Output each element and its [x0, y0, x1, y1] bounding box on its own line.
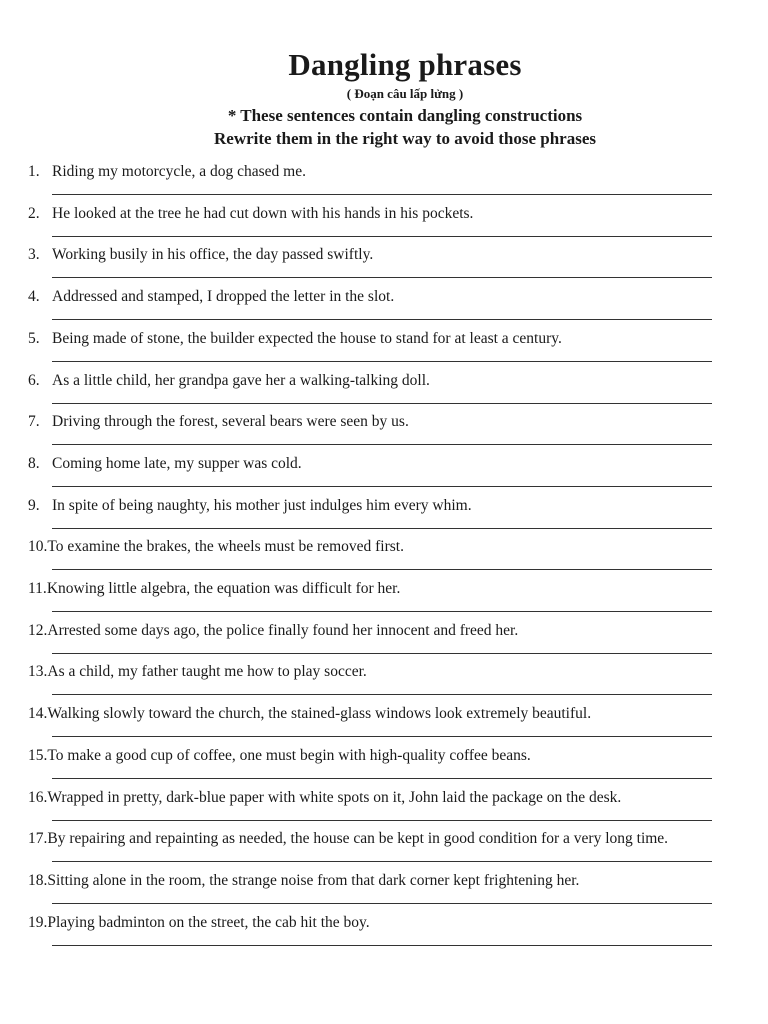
exercise-number: 4.: [28, 288, 40, 306]
exercise-sentence: Addressed and stamped, I dropped the letter in the slot.: [52, 288, 395, 306]
exercise-number: 12.: [28, 621, 48, 639]
exercise-number: 14.: [28, 705, 48, 723]
exercise-sentence: To make a good cup of coffee, one must begin with high-quality coffee beans.: [47, 746, 531, 764]
exercise-sentence: Arrested some days ago, the police finally found her innocent and freed her.: [47, 621, 519, 639]
exercise-sentence: As a little child, her grandpa gave her a walking-talking doll.: [52, 371, 430, 389]
exercise-number: 16.: [28, 788, 48, 806]
exercise-item: [0, 329, 768, 371]
answer-line[interactable]: [52, 194, 712, 195]
exercise-sentence: Coming home late, my supper was cold.: [52, 454, 302, 472]
answer-line[interactable]: [52, 319, 712, 320]
exercise-item: [0, 371, 768, 413]
exercise-number: 5.: [28, 329, 40, 347]
exercise-number: 3.: [28, 246, 40, 264]
exercise-number: 15.: [28, 746, 48, 764]
answer-line[interactable]: [52, 361, 712, 362]
answer-line[interactable]: [52, 236, 712, 237]
exercise-number: 17.: [28, 830, 48, 848]
exercise-sentence: Being made of stone, the builder expected the house to stand for at least a century.: [52, 329, 562, 347]
exercise-sentence: Driving through the forest, several bears were seen by us.: [52, 413, 409, 431]
exercise-sentence: As a child, my father taught me how to play soccer.: [47, 663, 367, 681]
exercise-number: 7.: [28, 413, 40, 431]
answer-line[interactable]: [52, 694, 712, 695]
exercise-number: 1.: [28, 163, 40, 180]
exercise-item: [0, 662, 768, 704]
answer-line[interactable]: [52, 903, 712, 904]
exercise-item: [0, 496, 768, 538]
exercise-number: 13.: [28, 663, 48, 681]
exercise-sentence: Riding my motorcycle, a dog chased me.: [52, 163, 306, 180]
exercise-item: [0, 829, 768, 871]
exercise-sentence: Walking slowly toward the church, the stained-glass windows look extremely beautiful.: [47, 705, 592, 723]
exercise-item: [0, 162, 768, 204]
exercise-sentence: To examine the brakes, the wheels must be removed first.: [47, 538, 404, 556]
exercise-number: 9.: [28, 496, 40, 514]
exercise-number: 10.: [28, 538, 48, 556]
exercise-item: [0, 746, 768, 788]
exercise-sentence: In spite of being naughty, his mother just indulges him every whim.: [52, 496, 472, 514]
exercise-sentence: Sitting alone in the room, the strange noise from that dark corner kept frightening her.: [47, 871, 580, 889]
exercise-number: 19.: [28, 913, 48, 931]
exercise-number: 18.: [28, 871, 48, 889]
exercise-item: [0, 537, 768, 579]
exercise-sentence: Playing badminton on the street, the cab hit the boy.: [47, 913, 370, 931]
answer-line[interactable]: [52, 528, 712, 529]
exercise-item: [0, 287, 768, 329]
page-subtitle: ( Đoạn câu lấp lửng ): [346, 86, 464, 101]
answer-line[interactable]: [52, 444, 712, 445]
exercise-item: [0, 204, 768, 246]
exercise-item: [0, 913, 768, 955]
answer-line[interactable]: [52, 653, 712, 654]
answer-line[interactable]: [52, 945, 712, 946]
exercise-item: [0, 579, 768, 621]
answer-line[interactable]: [52, 861, 712, 862]
answer-line[interactable]: [52, 778, 712, 779]
answer-line[interactable]: [52, 820, 712, 821]
answer-line[interactable]: [52, 486, 712, 487]
exercise-sentence: Wrapped in pretty, dark-blue paper with white spots on it, John laid the package on the desk.: [47, 788, 622, 806]
exercise-item: [0, 621, 768, 663]
exercise-item: [0, 871, 768, 913]
exercise-sentence: By repairing and repainting as needed, the house can be kept in good condition for a very long time.: [47, 830, 669, 848]
answer-line[interactable]: [52, 611, 712, 612]
page-title: Dangling phrases: [288, 47, 522, 82]
exercise-number: 8.: [28, 454, 40, 472]
instruction-line-1: * These sentences contain dangling constructions: [227, 106, 583, 125]
answer-line[interactable]: [52, 277, 712, 278]
instruction-line-2: Rewrite them in the right way to avoid those phrases: [214, 129, 596, 148]
exercise-number: 2.: [28, 204, 40, 222]
exercise-item: [0, 245, 768, 287]
answer-line[interactable]: [52, 736, 712, 737]
answer-line[interactable]: [52, 569, 712, 570]
exercise-sentence: Working busily in his office, the day passed swiftly.: [52, 246, 374, 264]
exercise-number: 11.: [28, 580, 47, 597]
answer-line[interactable]: [52, 403, 712, 404]
exercise-item: [0, 454, 768, 496]
exercise-item: [0, 412, 768, 454]
exercise-number: 6.: [28, 371, 40, 389]
exercise-item: [0, 788, 768, 830]
exercise-sentence: He looked at the tree he had cut down with his hands in his pockets.: [52, 204, 474, 222]
exercise-sentence: Knowing little algebra, the equation was difficult for her.: [46, 580, 401, 597]
exercise-item: [0, 704, 768, 746]
